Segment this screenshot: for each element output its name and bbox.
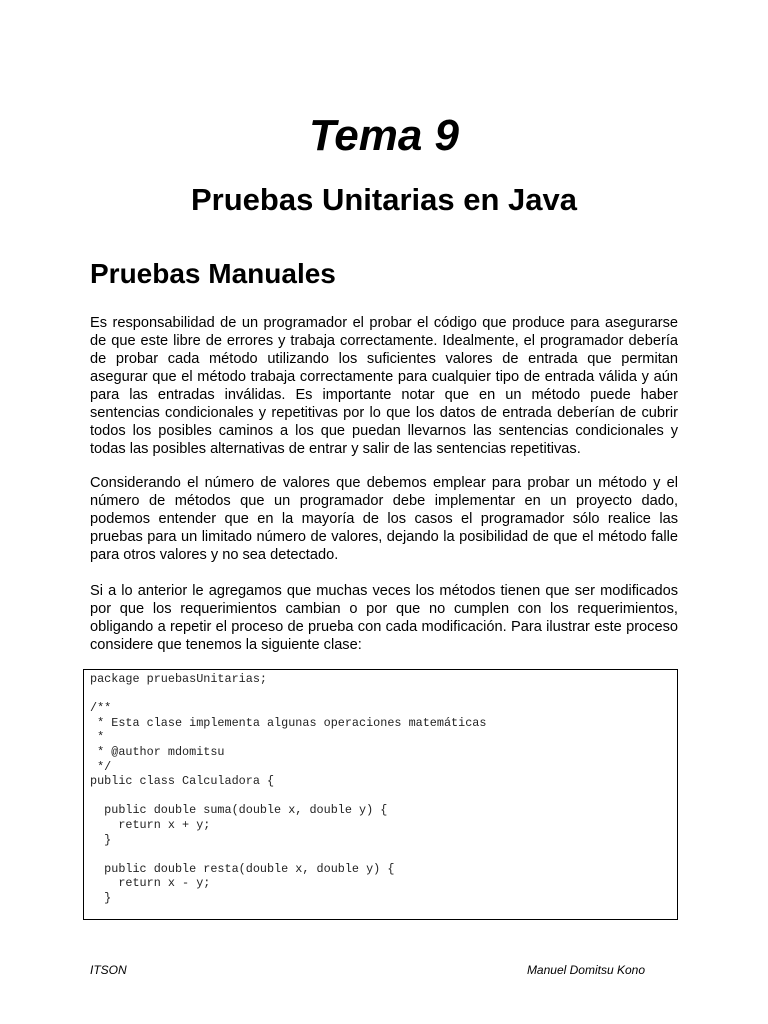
chapter-title: Tema 9 — [308, 111, 459, 160]
paragraph-2: Considerando el número de valores que debemos emplear para probar un método y el número de métodos que un programador debe implementar en un proyecto dado, podemos entender que en la mayoría de los casos el programador sólo realice las pruebas para un limitado número de valores, dejando la posibilidad de que el método falle para otros valores y no sea detectado. — [90, 475, 678, 563]
paragraph-3: Si a lo anterior le agregamos que muchas veces los métodos tienen que ser modificados por que los requerimientos cambian o por que no cumplen con los requerimientos, obligando a repetir el proceso de prueba con cada modificación. Para ilustrar este proceso considere que tenemos la siguiente clase: — [90, 583, 678, 653]
footer-institution: ITSON — [90, 963, 127, 977]
code-listing: package pruebasUnitarias; /** * Esta clase implementa algunas operaciones matemáticas * * @author mdomitsu */ public class Calculadora { public double suma(double x, double y) { return x + y; } public double resta(double x, double y) { return x - y; } — [90, 672, 487, 905]
section-heading: Pruebas Manuales — [90, 258, 336, 289]
paragraph-1: Es responsabilidad de un programador el probar el código que produce para asegurarse de que este libre de errores y trabaja correctamente. Idealmente, el programador debería de probar cada método utilizando los suficientes valores de entrada que permitan asegurar que el método trabaja correctamente para cualquier tipo de entrada válida y aún para las entradas inválidas. Es importante notar que en un método puede haber sentencias condicionales y repetitivas por lo que los datos de entrada deberían de cubrir todos los posibles caminos a los que puedan llevarnos las sentencias condicionales y todas las posibles alternativas de entrar y salir de las sentencias repetitivas. — [90, 315, 678, 457]
code-listing-box — [83, 669, 678, 920]
chapter-subtitle: Pruebas Unitarias en Java — [191, 182, 577, 217]
footer-author: Manuel Domitsu Kono — [526, 963, 645, 977]
